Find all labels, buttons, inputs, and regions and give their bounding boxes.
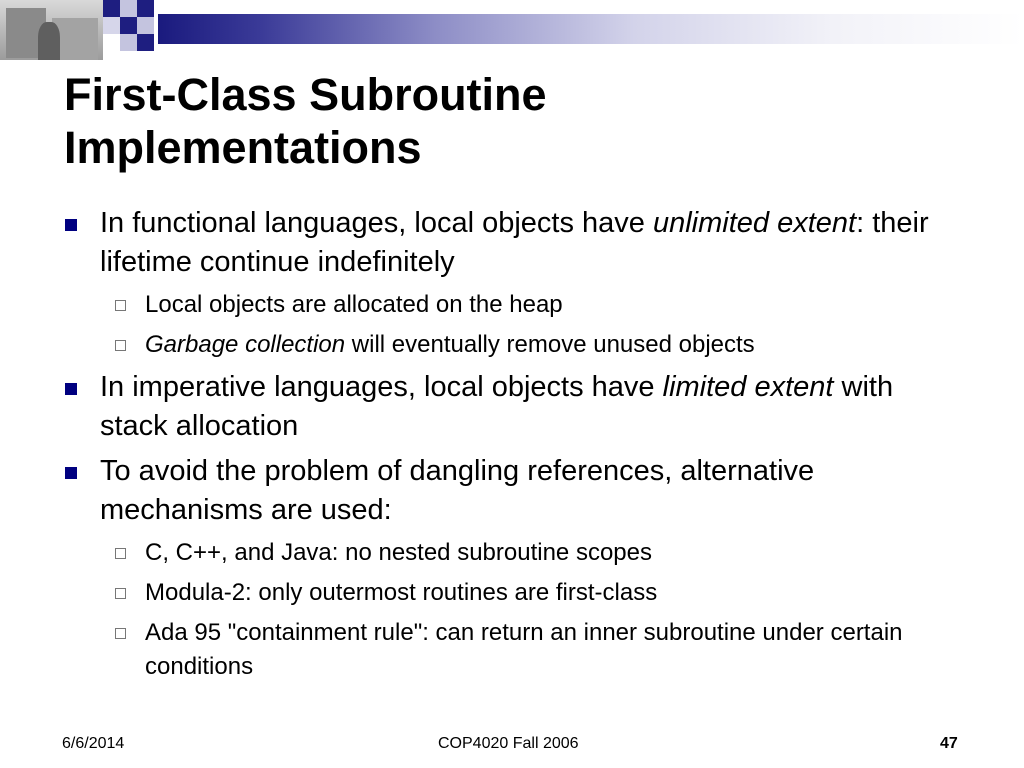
subbullet-ada95: Ada 95 "containment rule": can return an inner subroutine under certain conditions [145, 616, 962, 684]
hollow-square-bullet-icon [115, 300, 126, 311]
hollow-square-bullet-icon [115, 340, 126, 351]
slide-content [62, 204, 962, 690]
emphasis-limited-extent: limited extent [662, 371, 834, 403]
header-gradient-bar [158, 14, 1024, 44]
hollow-square-bullet-icon [115, 628, 126, 639]
bullet-dangling-references: To avoid the problem of dangling references, alternative mechanisms are used: [62, 452, 962, 530]
bullet-imperative: In imperative languages, local objects have limited extent with stack allocation [62, 368, 962, 446]
hollow-square-bullet-icon [115, 588, 126, 599]
header-square [137, 0, 154, 17]
subbullet-c-java: C, C++, and Java: no nested subroutine scopes [145, 536, 962, 570]
footer-course: COP4020 Fall 2006 [438, 735, 579, 752]
header-square [137, 17, 154, 34]
square-bullet-icon [65, 383, 77, 395]
hollow-square-bullet-icon [115, 548, 126, 559]
emphasis-unlimited-extent: unlimited extent [652, 207, 857, 239]
bullet-functional: In functional languages, local objects have unlimited extent: their lifetime continue indefinitely [62, 204, 962, 282]
header-square [120, 0, 137, 17]
subbullet-garbage-collection: Garbage collection will eventually remove unused objects [145, 328, 962, 362]
footer-date: 6/6/2014 [62, 735, 125, 752]
header-square [120, 34, 137, 51]
slide-number: 47 [940, 735, 958, 752]
header-square [137, 34, 154, 51]
subbullet-heap: Local objects are allocated on the heap [145, 288, 962, 322]
subbullet-modula2: Modula-2: only outermost routines are first-class [145, 576, 962, 610]
slide-title [64, 68, 964, 174]
header-square [120, 17, 137, 34]
square-bullet-icon [65, 219, 77, 231]
header-photo [0, 0, 103, 60]
header-square [103, 0, 120, 17]
square-bullet-icon [65, 467, 77, 479]
header-square [103, 17, 120, 34]
title-line-1: First-Class Subroutine [64, 69, 547, 120]
title-line-2: Implementations [64, 122, 422, 173]
emphasis-garbage-collection: Garbage collection [145, 331, 346, 358]
